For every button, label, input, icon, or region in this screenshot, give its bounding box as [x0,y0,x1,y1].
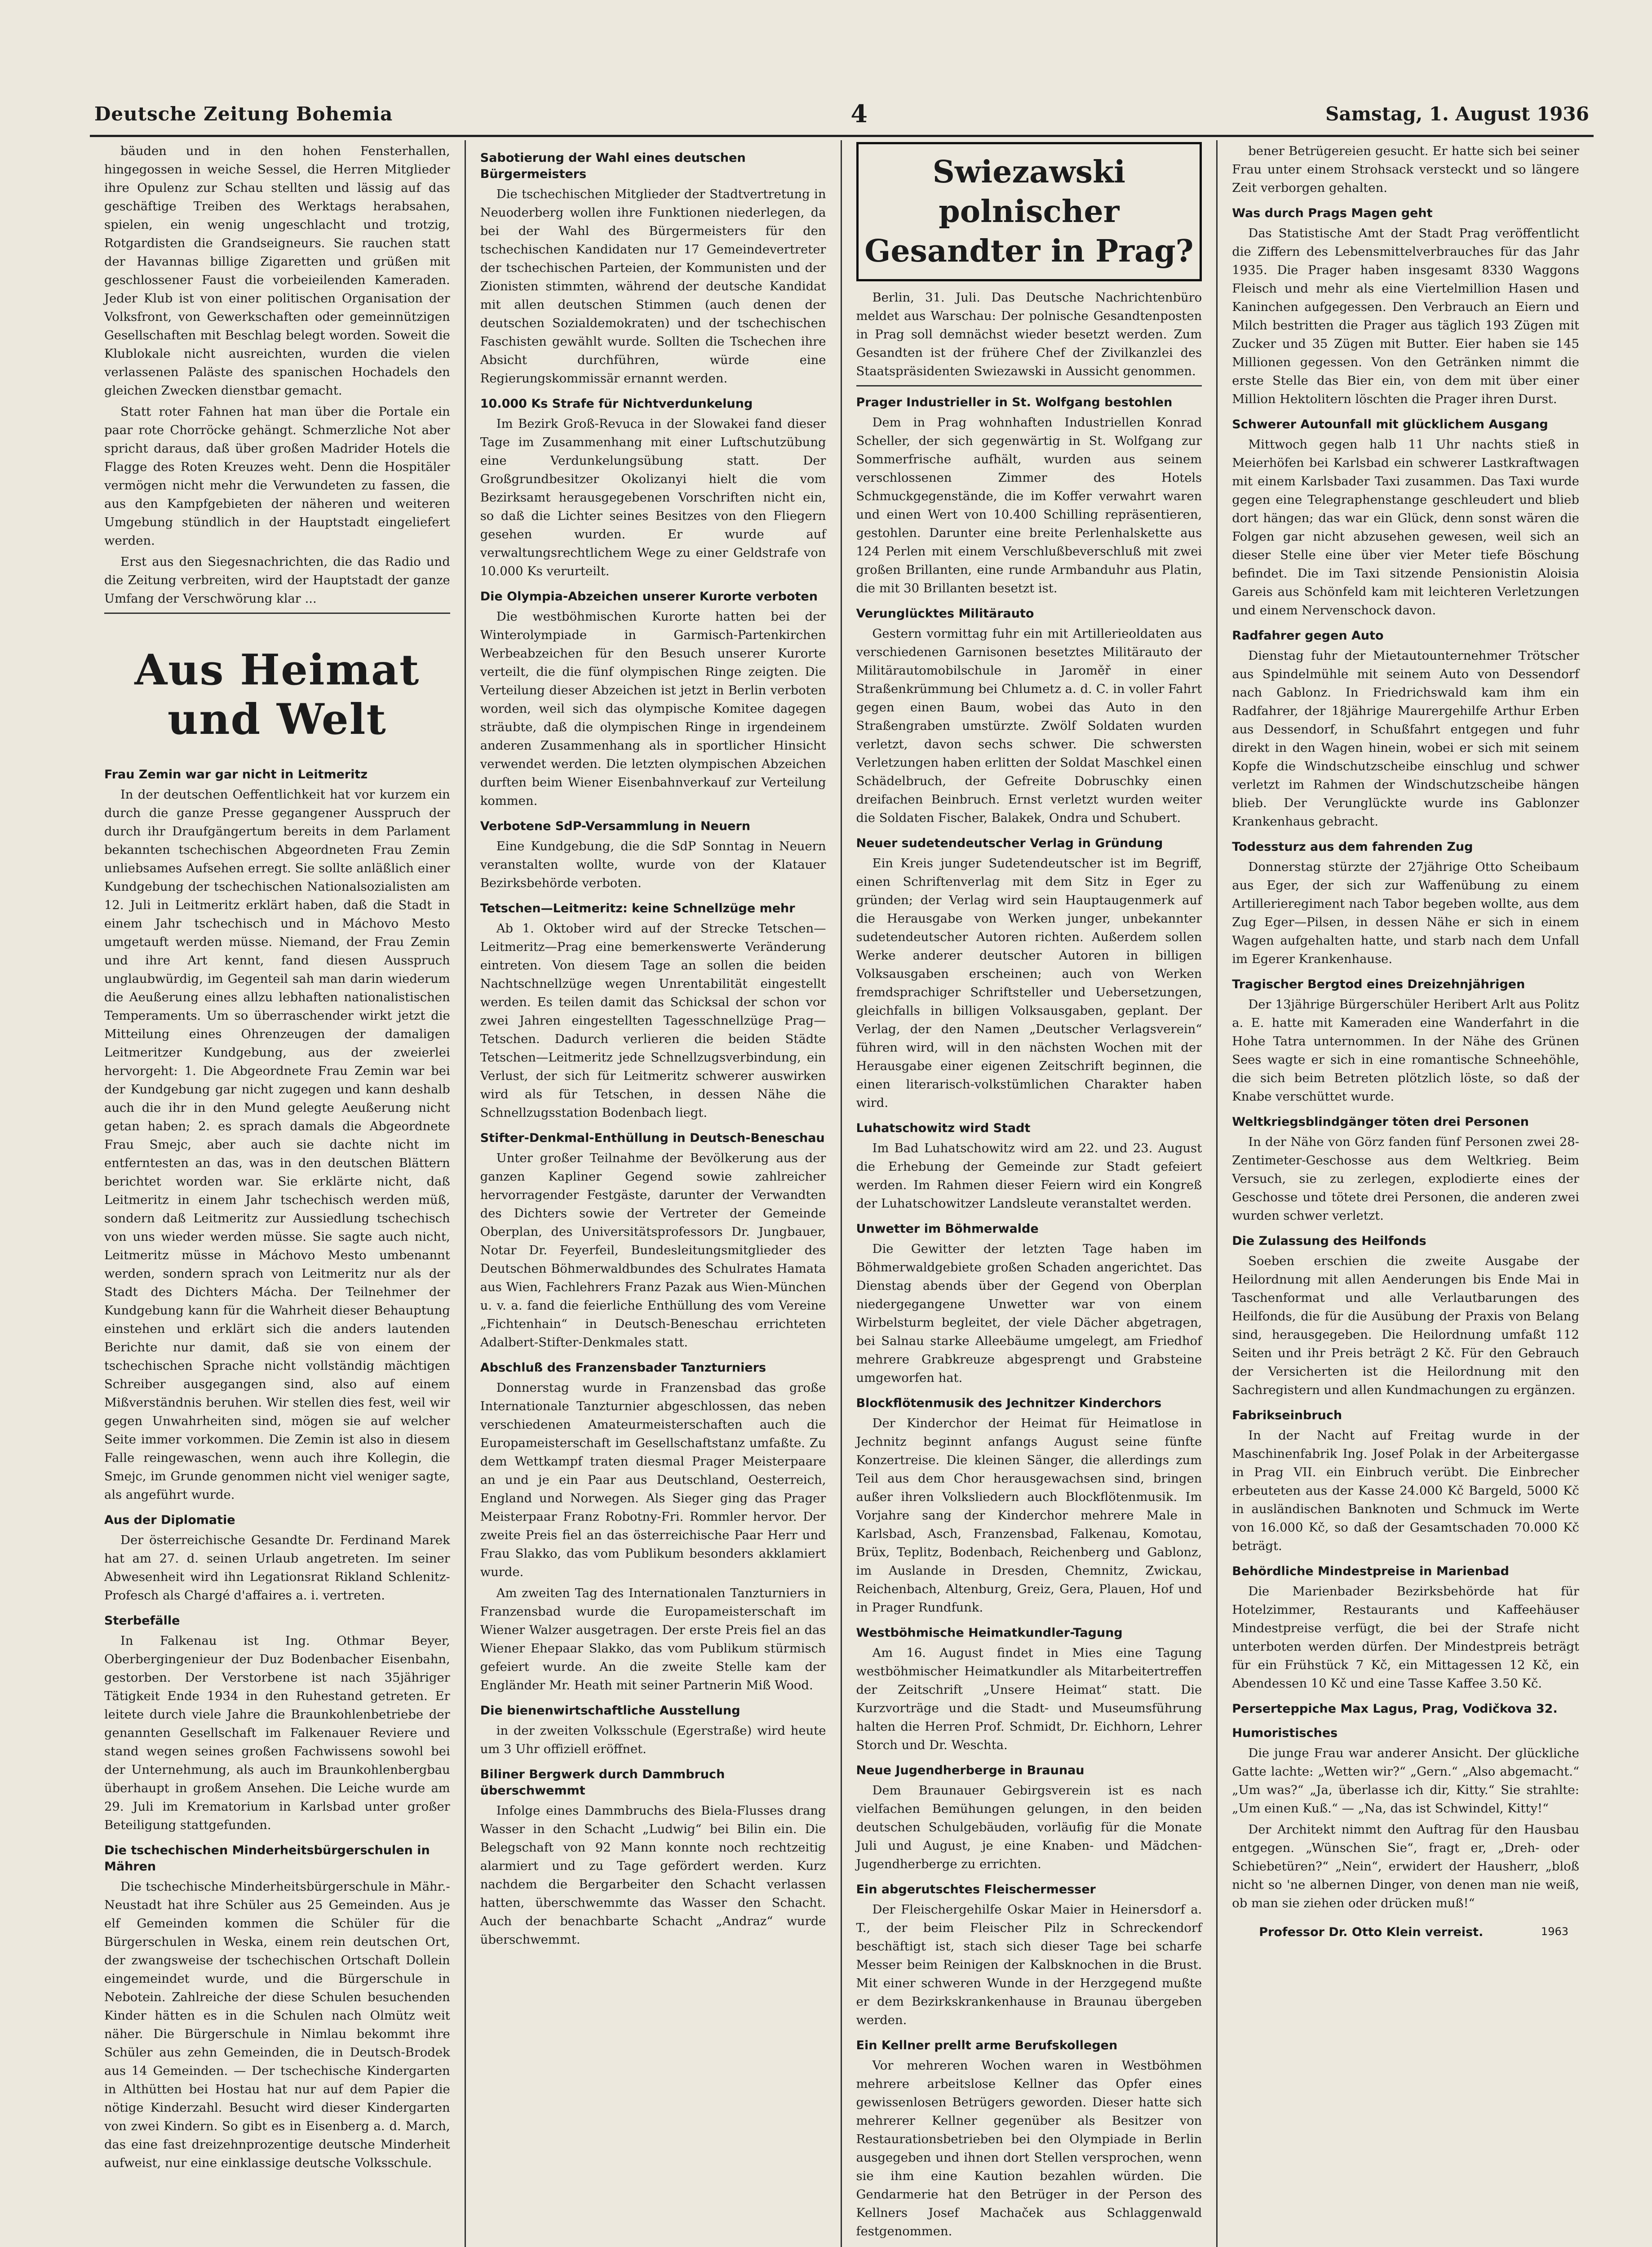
article-paragraph: Gestern vormittag fuhr ein mit Artillerieoldaten aus verschiedenen Garnisonen besetztes Militärauto der Militärautomobilschule in Jaroměř in einer Straßenkrümmung bei Chlumetz a. d. C. in voller Fahrt gegen einen Baum, wobei das Auto in den Straßengraben umstürzte. Zwölf Soldaten wurden verletzt, davon sechs schwer. Die schwersten Verletzungen haben erlitten der Soldat Maschkel einen Schädelbruch, der Gefreite Dobruschky einen dreifachen Beinbruch. Ernst verletzt wurden weiter die Soldaten Fischer, Balakek, Ondra und Schubert. [856,627,1202,825]
article-paragraph: Dienstag fuhr der Mietautounternehmer Trötscher aus Spindelmühle mit seinem Auto von Dessendorf nach Gablonz. In Friedrichswald kam ihm ein Radfahrer, der 18jährige Maurergehilfe Arthur Erben aus Dessendorf, in Schußfahrt entgegen und fuhr direkt in den Wagen hinein, wobei er sich mit seinem Kopfe die Windschutzscheibe einschlug und schwer verletzt im Rahmen der Windschutzscheibe hängen blieb. Der Verunglückte wurde ins Gablonzer Krankenhaus gebracht. [1232,649,1579,829]
article-headline: Abschluß des Franzensbader Tanzturniers [480,1361,766,1375]
article-headline: Neue Jugendherberge in Braunau [856,1763,1085,1777]
article-headline: Sabotierung der Wahl eines deutschen Bürgermeisters [480,151,746,181]
article-headline: Weltkriegsblindgänger töten drei Personen [1232,1115,1529,1129]
article-headline: Tragischer Bergtod eines Dreizehnjährigen [1232,977,1525,991]
col4-intro: bener Betrügereien gesucht. Er hatte sich bei seiner Frau unter einem Strohsack versteckt und so längere Zeit verborgen gehalten. [1232,144,1579,195]
article-paragraph: Donnerstag wurde in Franzensbad das große Internationale Tanzturnier abgeschlossen, das neben verschiedenen Amateurmeisterschaften auch die Europameisterschaft im Gesellschaftstanz umfaßte. Zu dem Wettkampf traten diesmal Prager Meisterpaare an und je ein Paar aus Deutschland, Oesterreich, England und Norwegen. Als Sieger ging das Prager Meisterpaar Franz Robotny-Fri. Rommler hervor. Der zweite Preis fiel an das österreichische Paar Herr und Frau Slakko, das vom Publikum besonders akklamiert wurde. [480,1381,826,1579]
article-headline: Sterbefälle [104,1614,180,1628]
article-paragraph: In Falkenau ist Ing. Othmar Beyer, Oberbergingenieur der Duz Bodenbacher Eisenbahn, gestorben. Der Verstorbene ist nach 35jähriger Tätigkeit Ende 1934 in den Ruhestand getreten. Er leitete durch viele Jahre die Braunkohlenbetriebe der genannten Gesellschaft im Falkenauer Reviere und stand wegen seines großen Fachwissens sowohl bei der Unternehmung, als auch im Braunkohlenbergbau überhaupt in großem Ansehen. Die Leiche wurde am 29. Juli im Krematorium in Karlsbad unter großer Beteiligung stattgefunden. [104,1634,450,1832]
col3-lead: Berlin, 31. Juli. Das Deutsche Nachrichtenbüro meldet aus Warschau: Der polnische Gesandtenposten in Prag soll demnächst wieder besetzt werden. Zum Gesandten ist der frühere Chef der Zivilkanzlei des Staatspräsidenten Swiezawski in Aussicht genommen. [856,291,1202,378]
article-headline: Aus der Diplomatie [104,1513,235,1527]
article-headline: Biliner Bergwerk durch Dammbruch überschwemmt [480,1767,725,1798]
column-3 [842,140,1218,2247]
article-headline: Die Olympia-Abzeichen unserer Kurorte verboten [480,590,818,604]
col1-intro-p2: Statt roter Fahnen hat man über die Portale ein paar rote Chorröcke gehängt. Schmerzliche Not aber spricht daraus, daß über großen Madrider Hotels die Flagge des Roten Kreuzes weht. Denn die Hospitäler vermögen nicht mehr die Verwundeten zu fassen, die aus den Kampfgebieten der näheren und weiteren Umgebung stündlich in der Hauptstadt eingeliefert werden. [104,405,450,548]
section-title: Aus Heimat und Welt [134,645,420,744]
article-paragraph: Das Statistische Amt der Stadt Prag veröffentlicht die Ziffern des Lebensmittelverbrauches für das Jahr 1935. Die Prager haben insgesamt 8330 Waggons Fleisch und mehr als eine Viertelmillion Hasen und Kaninchen aufgegessen. Den Verbrauch an Eiern und Milch bestritten die Prager aus täglich 193 Zügen mit Zucker und 35 Zügen mit Butter. Eier haben sie 145 Millionen gegessen. Von den Getränken nimmt die erste Stelle das Bier ein, von dem mit über einer Million Hektolitern löschten die Prager ihren Durst. [1232,226,1579,406]
issue-date: Samstag, 1. August 1936 [1325,102,1589,125]
article-paragraph: Vor mehreren Wochen waren in Westböhmen mehrere arbeitslose Kellner das Opfer eines gewissenlosen Betrügers geworden. Dieser hatte sich mehrerer Kellner gegenüber als Besitzer von Restaurationsbetrieben bei den Olympiade in Berlin ausgegeben und ihnen dort Stellen versprochen, wenn sie ihm eine Kaution bezahlen würden. Die Gendarmerie hat den Betrüger in der Person des Kellners Josef Machaček aus Schlaggenwald festgenommen. [856,2059,1202,2238]
article-paragraph: Der 13jährige Bürgerschüler Heribert Arlt aus Politz a. E. hatte mit Kameraden eine Wanderfahrt in die Hohe Tatra unternommen. In der Nähe des Grünen Sees wagte er sich in eine romantische Schneehöhle, die sich beim Betreten plötzlich löste, so daß der Knabe verschüttet wurde. [1232,998,1579,1104]
article-paragraph: Mittwoch gegen halb 11 Uhr nachts stieß in Meierhöfen bei Karlsbad ein schwerer Lastkraftwagen mit einem Karlsbader Taxi zusammen. Das Taxi wurde gegen eine Telegraphenstange geschleudert und blieb dort hängen; das war ein Glück, denn sonst wären die Folgen gar nicht abzusehen gewesen, weil sich an dieser Stelle eine über vier Meter tiefe Böschung befindet. Die im Taxi sitzende Pensionistin Aloisia Gareis aus Schönfeld kam mit leichteren Verletzungen und einem Nervenschock davon. [1232,438,1579,617]
article-headline: Was durch Prags Magen geht [1232,206,1433,220]
article-paragraph: In der Nähe von Görz fanden fünf Personen zwei 28-Zentimeter-Geschosse aus dem Weltkrieg. Beim Versuch, sie zu zerlegen, explodierte eines der Geschosse und tötete drei Personen, die anderen zwei wurden schwer verletzt. [1232,1135,1579,1223]
article-headline: Behördliche Mindestpreise in Marienbad [1232,1564,1509,1578]
article-paragraph: Die Gewitter der letzten Tage haben im Böhmerwaldgebiete großen Schaden angerichtet. Das Dienstag abends über der Gegend von Oberplan niedergegangene Unwetter war von einem Wirbelsturm begleitet, der viele Dächer abgetragen, bei Salnau starke Alleebäume umgelegt, am Friedhof mehrere Grabkreuze abgesprengt und Grabsteine umgeworfen hat. [856,1242,1202,1385]
article-paragraph: Am 16. August findet in Mies eine Tagung westböhmischer Heimatkundler als Mitarbeitertreffen der Zeitschrift „Unsere Heimat“ statt. Die Kurzvorträge und die Stadt- und Museumsführung halten die Herren Prof. Schmidt, Dr. Eichhorn, Lehrer Storch und Dr. Weschta. [856,1646,1202,1752]
article-paragraph: Im Bezirk Groß-Revuca in der Slowakei fand dieser Tage im Zusammenhang mit einer Luftschutzübung eine Verdunkelungsübung statt. Der Großgrundbesitzer Okolizanyi hielt die vom Bezirksamt herausgegebenen Vorschriften nicht ein, so daß die Lichter seines Besitzes von den Fliegern gesehen wurden. Er wurde auf verwaltungsrechtlichem Wege zu einer Geldstrafe von 10.000 Ks verurteilt. [480,417,826,578]
article-paragraph: In der deutschen Oeffentlichkeit hat vor kurzem ein durch die ganze Presse gegangener Ausspruch der durch ihr Draufgängertum bereits in dem Parlament bekannten tschechischen Abgeordneten Frau Zemin unliebsames Aufsehen erregt. Sie sollte anläßlich einer Kundgebung der tschechischen Nationalsozialisten am 12. Juli in Leitmeritz erklärt haben, daß die Stadt in einem Jahr tschechisch und in Máchovo Mesto umgetauft werden müsse. Niemand, der Frau Zemin und ihre Art kennt, fand diesen Ausspruch unglaubwürdig, im Gegenteil sah man darin wiederum die Aeußerung eines allzu lebhaften nationalistischen Temperaments. Um so überraschender wirkt jetzt die Mitteilung eines Ohrenzeugen der damaligen Leitmeritzer Kundgebung, aus der zweierlei hervorgeht: 1. Die Abgeordnete Frau Zemin war bei der Kundgebung gar nicht zugegen und kann deshalb auch die ihr in den Mund gelegte Aeußerung nicht getan haben; 2. es sprach damals die Abgeordnete Frau Smejc, aber auch sie dachte nicht im entferntesten an das, was in den deutschen Blättern berichtet worden war. Sie erklärte nicht, daß Leitmeritz in einem Jahr tschechisch werden müß, sondern daß Leitmeritz zur Aussiedlung tschechisch von uns wieder werden müsse. Sie sagte auch nicht, Leitmeritz müsse in Máchovo Mesto umbenannt werden, sondern sprach von Leitmeritz nur als der Stadt des Dichters Mácha. Der Teilnehmer der Kundgebung kann für die Wahrheit dieser Behauptung einstehen und erklärt sich die anders lautenden Berichte nur damit, daß sie von einem der tschechischen Sprache nicht vollständig mächtigen Schreiber ausgegangen sind, also auf einem Mißverständnis beruhen. Wir stellen dies fest, weil wir gegen Unwahrheiten sind, mögen sie auf welcher Seite immer vorkommen. Die Zemin ist also in diesem Falle reingewaschen, wenn auch ihre Kollegin, die Smejc, im Grunde genommen nicht viel weniger sagte, als angeführt wurde. [104,788,450,1502]
article-headline: Stifter-Denkmal-Enthüllung in Deutsch-Beneschau [480,1131,825,1145]
column-1 [90,140,466,2247]
article-headline: Verbotene SdP-Versammlung in Neuern [480,819,751,833]
article-headline: Prager Industrieller in St. Wolfgang bestohlen [856,395,1173,409]
article-headline: Unwetter im Böhmerwalde [856,1222,1039,1236]
boxed-headline: Swiezawski polnischer Gesandter in Prag? [856,142,1202,281]
article-headline: Neuer sudetendeutscher Verlag in Gründung [856,836,1163,850]
article-headline: Die bienenwirtschaftliche Ausstellung [480,1704,740,1718]
signature-text: Professor Dr. Otto Klein verreist. [1259,1925,1484,1939]
article-headline: 10.000 Ks Strafe für Nichtverdunkelung [480,397,753,411]
article-paragraph: Ab 1. Oktober wird auf der Strecke Tetschen—Leitmeritz—Prag eine bemerkenswerte Veränderung eintreten. Von diesem Tage an sollen die beiden Nachtschnellzüge wegen Unrentabilität eingestellt werden. Es teilen damit das Schicksal der schon vor zwei Jahren eingestellten Tagesschnellzüge Prag—Tetschen. Dadurch verlieren die beiden Städte Tetschen—Leitmeritz jede Schnellzugsverbindung, ein Verlust, der sich für Leitmeritz schwerer auswirken wird als für Tetschen, in dessen Nähe die Schnellzugsstation Bodenbach liegt. [480,922,826,1120]
article-paragraph: Die junge Frau war anderer Ansicht. Der glückliche Gatte lachte: „Wetten wir?“ „Gern.“ „Also abgemacht.“ „Um was?“ „Ja, überlasse ich dir, Kitty.“ Sie strahlte: „Um einen Kuß.“ — „Na, das ist Schwindel, Kitty!“ [1232,1746,1579,1816]
signature-line [1259,1925,1579,1939]
article-paragraph: Im Bad Luhatschowitz wird am 22. und 23. August die Erhebung der Gemeinde zur Stadt gefeiert werden. Im Rahmen dieser Feiern wird ein Kongreß der Luhatschowitzer Landsleute veranstaltet werden. [856,1141,1202,1211]
masthead [94,98,1589,129]
article-headline: Schwerer Autounfall mit glücklichem Ausgang [1232,417,1548,431]
page-number: 4 [850,99,868,128]
article-headline: Fabrikseinbruch [1232,1408,1342,1422]
article-headline: Ein Kellner prellt arme Berufskollegen [856,2038,1118,2052]
article-paragraph: Am zweiten Tag des Internationalen Tanzturniers in Franzensbad wurde die Europameisterschaft im Wiener Walzer ausgetragen. Der erste Preis fiel an das Wiener Ehepaar Slakko, das vom Publikum stürmisch gefeiert wurde. An die zweite Stelle kam der Engländer Mr. Heath mit seiner Partnerin Miß Wood. [480,1586,826,1692]
article-paragraph: Donnerstag stürzte der 27jährige Otto Scheibaum aus Eger, der sich zur Waffenübung zu einem Artillerieregiment nach Tabor begeben wollte, aus dem Zug Eger—Pilsen, in dessen Nähe er sich in einem Wagen aufgehalten hatte, und starb nach dem Unfall im Egerer Krankenhause. [1232,860,1579,966]
article-headline: Luhatschowitz wird Stadt [856,1121,1031,1135]
article-paragraph: Dem Braunauer Gebirgsverein ist es nach vielfachen Bemühungen gelungen, in den beiden deutschen Schulgebäuden, vorläufig für die Monate Juli und August, je eine Knaben- und Mädchen-Jugendherberge zu errichten. [856,1784,1202,1871]
article-headline: Humoristisches [1232,1726,1338,1740]
col1-intro-p1: bäuden und in den hohen Fensterhallen, hingegossen in weiche Sessel, die Herren Mitglieder ihre Opulenz zur Schau stellten und lässig auf das geschäftige Treiben des Werktags herabsahen, spielen, ein wenig ungeschlacht und trotzig, Rotgardisten die Grandseigneurs. Sie rauchen statt der Havannas billige Zigaretten und grüßen mit geschlossener Faust die vorbeieilenden Kameraden. Jeder Klub ist von einer politischen Organisation der Volksfront, von Gewerkschaften oder gemeinnützigen Gesellschaften mit Beschlag belegt worden. Soweit die Klublokale nicht ausreichten, wurden die vielen verlassenen Paläste des spanischen Hochadels den gleichen Zwecken dienstbar gemacht. [104,144,450,398]
newspaper-name: Deutsche Zeitung Bohemia [94,102,393,125]
article-paragraph: Die Marienbader Bezirksbehörde hat für Hotelzimmer, Restaurants und Kaffeehäuser Mindestpreise verfügt, die bei der Strafe nicht unterboten werden dürfen. Der Mindestpreis beträgt für ein Frühstück 7 Kč, ein Mittagessen 12 Kč, ein Abendessen 10 Kč und eine Tasse Kaffee 3.50 Kč. [1232,1585,1579,1691]
article-paragraph: Der österreichische Gesandte Dr. Ferdinand Marek hat am 27. d. seinen Urlaub angetreten. Im seiner Abwesenheit wird ihn Legationsrat Rikland Schlenitz-Profesch als Chargé d'affaires a. i. vertreten. [104,1533,450,1603]
article-paragraph: In der Nacht auf Freitag wurde in der Maschinenfabrik Ing. Josef Polak in der Arbeitergasse in Prag VII. ein Einbruch verübt. Die Einbrecher erbeuteten aus der Kasse 24.000 Kč Bargeld, 5000 Kč in ausländischen Banknoten und Schmuck im Werte von 16.000 Kč, so daß der Gesamtschaden 70.000 Kč beträgt. [1232,1429,1579,1553]
col3-articles [856,395,1202,2241]
article-paragraph: Der Architekt nimmt den Auftrag für den Hausbau entgegen. „Wünschen Sie“, fragt er, „Dreh- oder Schiebetüren?“ „Nein“, erwidert der Hausherr, „bloß nicht so 'ne albernen Dinger, von denen man nie weiß, ob man sie ziehen oder drücken muß!“ [1232,1823,1579,1910]
folio-number: 1963 [1541,1925,1568,1938]
col2-articles [480,150,826,1949]
article-paragraph: Die westböhmischen Kurorte hatten bei der Winterolympiade in Garmisch-Partenkirchen Werbeabzeichen für den Besuch unserer Kurorte verteilt, die die fünf olympischen Ringe zeigten. Die Verteilung dieser Abzeichen ist jetzt in Berlin verboten worden, weil sich das olympische Komitee dagegen sträubte, daß die olympischen Ringe in irgendeinem anderen Zusammenhang als in sportlicher Hinsicht verwendet werden. Die letzten olympischen Abzeichen durften beim Wiener Eisenbahnverkauf zur Verteilung kommen. [480,610,826,808]
article-paragraph: Eine Kundgebung, die die SdP Sonntag in Neuern veranstalten wollte, wurde von der Klatauer Bezirksbehörde verboten. [480,839,826,890]
article-paragraph: Die tschechische Minderheitsbürgerschule in Mähr.-Neustadt hat ihre Schüler aus 25 Gemeinden. Aus je elf Gemeinden kommen die Schüler für die Bürgerschulen in Weska, einem rein deutschen Ort, der zwangsweise der tschechischen Ortschaft Dollein eingemeindet wurde, und die Bürgerschule in Nebotein. Zahlreiche der diese Schulen besuchenden Kinder hätten es in die Schulen nach Olmütz weit näher. Die Bürgerschule in Nimlau bekommt ihre Schüler aus zehn Gemeinden, die in Deutsch-Brodek aus 14 Gemeinden. — Der tschechische Kindergarten in Althütten bei Hostau hat nur auf dem Papier die nötige Kinderzahl. Besucht wird dieser Kindergarten von zwei Kindern. So gibt es in Eisenberg a. d. March, das eine fast dreizehnprozentige deutsche Minderheit aufweist, nur eine einklassige deutsche Volksschule. [104,1880,450,2170]
separator [104,613,450,614]
article-paragraph: Die tschechischen Mitglieder der Stadtvertretung in Neuoderberg wollen ihre Funktionen niederlegen, da bei der Wahl des Bürgermeisters für den tschechischen Kandidaten nur 17 Gemeindevertreter der tschechischen Parteien, der Kommunisten und der Zionisten stimmten, während der deutsche Kandidat mit allen deutschen Stimmen (auch denen der deutschen Sozialdemokraten) und der tschechischen Faschisten gewählt wurde. Sollten die Tschechen ihre Absicht durchführen, würde eine Regierungskommissär ernannt werden. [480,187,826,386]
article-paragraph: Der Kinderchor der Heimat für Heimatlose in Jechnitz beginnt anfangs August seine fünfte Konzertreise. Die kleinen Sänger, die allerdings zum Teil aus dem Chor herausgewachsen sind, bringen außer ihren Volksliedern auch Blockflötenmusik. Im Vorjahre sang der Kinderchor mehrere Male in Karlsbad, Asch, Franzensbad, Falkenau, Komotau, Brüx, Teplitz, Bodenbach, Reichenberg und Gablonz, im Auslande in Dresden, Chemnitz, Zwickau, Reichenbach, Altenburg, Greiz, Gera, Plauen, Hof und in Prager Rundfunk. [856,1417,1202,1615]
article-headline: Frau Zemin war gar nicht in Leitmeritz [104,768,368,782]
masthead-rule [90,135,1594,137]
article-headline: Todessturz aus dem fahrenden Zug [1232,840,1473,854]
article-paragraph: Soeben erschien die zweite Ausgabe der Heilordnung mit allen Aenderungen bis Ende Mai in Taschenformat und alle Verlautbarungen des Heilfonds, die für die Ausübung der Praxis von Belang sind, herausgegeben. Die Heilordnung umfaßt 112 Seiten und ihr Preis beträgt 2 Kč. Für den Gebrauch der Versicherten ist die Heilordnung mit den Sachregistern und allen Kundmachungen zu ergänzen. [1232,1254,1579,1397]
article-paragraph: Dem in Prag wohnhaften Industriellen Konrad Scheller, der sich gegenwärtig in St. Wolfgang zur Sommerfrische aufhält, wurden aus seinem verschlossenen Zimmer des Hotels Schmuckgegenstände, die im Koffer verwahrt waren und einen Wert von 10.400 Schilling repräsentieren, gestohlen. Darunter eine breite Perlenhalskette aus 124 Perlen mit einem Verschlußbeverschluß mit zwei großen Brillanten, eine runde Armbanduhr aus Platin, die mit 30 Brillanten besetzt ist. [856,416,1202,595]
article-paragraph: Unter großer Teilnahme der Bevölkerung aus der ganzen Kapliner Gegend sowie zahlreicher hervorragender Festgäste, darunter der Verwandten des Dichters sowie der Vertreter der Gemeinde Oberplan, des Universitätsprofessors Dr. Jungbauer, Notar Dr. Feyerfeil, Bundesleitungsmitglieder des Deutschen Böhmerwaldbundes des Schulrates Hamata aus Wien, Fachlehrers Franz Pazak aus Wien-München u. v. a. fand die feierliche Enthüllung des vom Vereine „Fichtenhain“ in Deutsch-Beneschau errichteten Adalbert-Stifter-Denkmales statt. [480,1151,826,1350]
article-paragraph: Ein Kreis junger Sudetendeutscher ist im Begriff, einen Schriftenverlag mit dem Sitz in Eger zu gründen; der Verlag wird sein Hauptaugenmerk auf die Herausgabe von Werken junger, unbekannter sudetendeutscher Autoren richten. Außerdem sollen Werke anderer deutscher Autoren in billigen Volksausgaben erscheinen; auch von Werken fremdsprachiger Schriftsteller und Uebersetzungen, gleichfalls in billigen Volksausgaben, geplant. Der Verlag, der den Namen „Deutscher Verlagsverein“ führen wird, will in den nächsten Wochen mit der Herausgabe einer eigenen Zeitschrift beginnen, die einen literarisch-volkstümlichen Charakter haben wird. [856,857,1202,1110]
article-headline: Ein abgerutschtes Fleischermesser [856,1883,1096,1896]
article-headline: Die tschechischen Minderheitsbürgerschulen in Mähren [104,1843,430,1874]
article-headline: Blockflötenmusik des Jechnitzer Kinderchors [856,1396,1162,1410]
article-headline: Radfahrer gegen Auto [1232,629,1384,643]
col4-articles [1232,205,1579,1913]
article-paragraph: in der zweiten Volksschule (Egerstraße) wird heute um 3 Uhr offiziell eröffnet. [480,1724,826,1756]
article-headline: Westböhmische Heimatkundler-Tagung [856,1626,1123,1640]
article-paragraph: Der Fleischergehilfe Oskar Maier in Heinersdorf a. T., der beim Fleischer Pilz in Schreckendorf beschäftigt ist, stach sich dieser Tage bei scharfe Messer beim Reinigen der Kalbsknochen in die Brust. Mit einer schweren Wunde in der Herzgegend mußte er dem Bezirkskrankenhause in Braunau übergeben werden. [856,1903,1202,2027]
article-headline: Verunglücktes Militärauto [856,607,1034,621]
column-4 [1218,140,1594,2247]
columns [90,140,1594,2247]
article-headline: Tetschen—Leitmeritz: keine Schnellzüge mehr [480,901,795,915]
article-headline: Die Zulassung des Heilfonds [1232,1234,1426,1248]
article-headline: Perserteppiche Max Lagus, Prag, Vodičkova 32. [1232,1702,1558,1716]
article-paragraph: Infolge eines Dammbruchs des Biela-Flusses drang Wasser in den Schacht „Ludwig“ bei Bilin ein. Die Belegschaft von 92 Mann konnte noch rechtzeitig alarmiert und zu Tage gefördert werden. Kurz nachdem die Bergarbeiter den Schacht verlassen hatten, überschwemmte das Wasser den Schacht. Auch der benachbarte Schacht „Andraz“ wurde überschwemmt. [480,1804,826,1947]
col1-intro-p3: Erst aus den Siegesnachrichten, die das Radio und die Zeitung verbreiten, wird der Hauptstadt der ganze Umfang der Verschwörung klar ... [104,555,450,606]
col1-articles [104,767,450,2172]
separator [856,385,1202,386]
column-2 [466,140,842,2247]
